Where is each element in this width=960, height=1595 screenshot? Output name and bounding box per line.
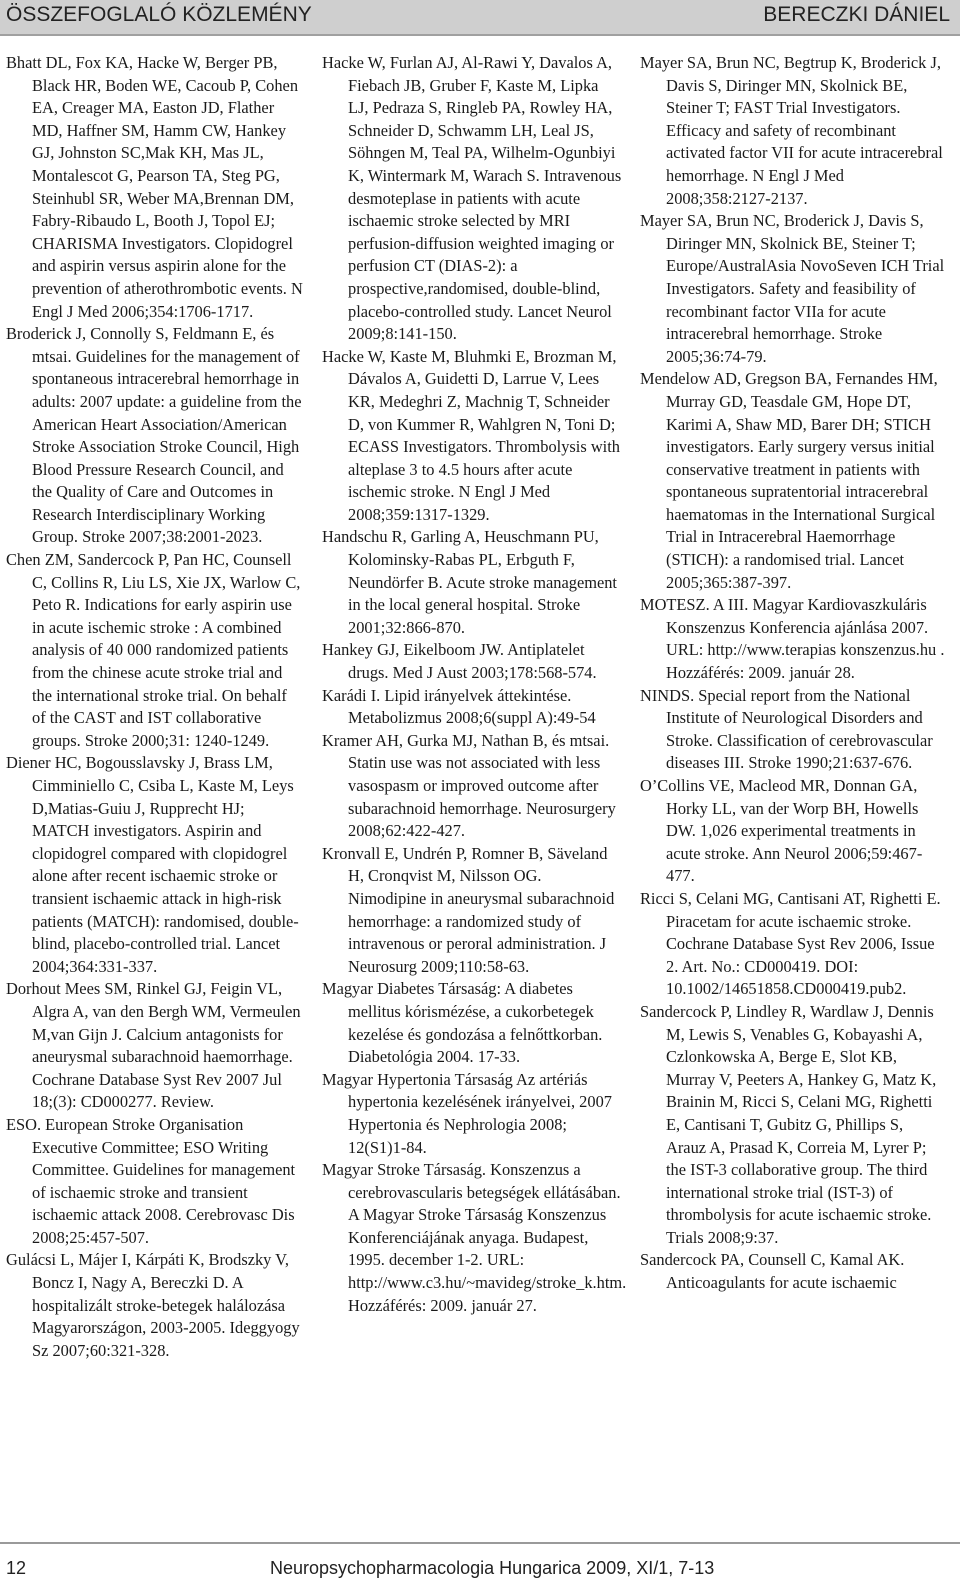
reference-item: Diener HC, Bogousslavsky J, Brass LM, Cimminiello C, Csiba L, Kaste M, Leys D,Matias-Guiu J, Rupprecht HJ; MATCH investigators. Aspirin and clopidogrel compared with clopidogrel alone after recent ischaemic stroke or transient ischaemic attack in high-risk patients (MATCH): randomised, double-blind, placebo-controlled trial. Lancet 2004;364:331-337. (6, 753, 299, 976)
reference-item: Dorhout Mees SM, Rinkel GJ, Feigin VL, Algra A, van den Bergh WM, Vermeulen M,van Gijn J. Calcium antagonists for aneurysmal subarachnoid haemorrhage. Cochrane Database Syst Rev 2007 Jul 18;(3): CD000277. Review. (6, 979, 301, 1112)
section-title: ÖSSZEFOGLALÓ KÖZLEMÉNY (6, 3, 312, 26)
reference-item: MOTESZ. A III. Magyar Kardiovaszkuláris Konszenzus Konferencia ajánlása 2007. URL: http://www.terapias konszenzus.hu . Hozzáférés: 2009. január 28. (640, 595, 945, 683)
reference-item: Hacke W, Kaste M, Bluhmki E, Brozman M, Dávalos A, Guidetti D, Larrue V, Lees KR, Medeghri Z, Machnig T, Schneider D, von Kummer R, Wahlgren N, Toni D; ECASS Investigators. Thrombolysis with alteplase 3 to 4.5 hours after acute ischemic stroke. N Engl J Med 2008;359:1317-1329. (322, 346, 620, 524)
reference-item: Bhatt DL, Fox KA, Hacke W, Berger PB, Black HR, Boden WE, Cacoub P, Cohen EA, Creager MA, Easton JD, Flather MD, Haffner SM, Hamm CW, Hankey GJ, Johnston SC,Mak KH, Mas JL, Montalescot G, Pearson TA, Steg PG, Steinhubl SR, Weber MA,Brennan DM, Fabry-Ribaudo L, Booth J, Topol EJ; CHARISMA Investigators. Clopidogrel and aspirin versus aspirin alone for the prevention of atherothrombotic events. N Engl J Med 2006;354:1706-1717. (6, 53, 303, 321)
reference-item: Chen ZM, Sandercock P, Pan HC, Counsell C, Collins R, Liu LS, Xie JX, Warlow C, Peto R. Indications for early aspirin use in acute ischemic stroke : A combined analysis of 40 000 randomized patients from the chinese acute stroke trial and the international stroke trial. On behalf of the CAST and IST collaborative groups. Stroke 2000;31: 1240-1249. (6, 550, 301, 750)
reference-item: Handschu R, Garling A, Heuschmann PU, Kolominsky-Rabas PL, Erbguth F, Neundörfer B. Acute stroke management in the local general hospital. Stroke 2001;32:866-870. (322, 527, 617, 637)
reference-column-2 (322, 52, 627, 1317)
reference-item: Ricci S, Celani MG, Cantisani AT, Righetti E. Piracetam for acute ischaemic stroke. Cochrane Database Syst Rev 2006, Issue 2. Art. No.: CD000419. DOI: 10.1002/14651858.CD000419.pub2. (640, 888, 941, 999)
reference-column-1 (6, 52, 304, 1362)
reference-item: Sandercock PA, Counsell C, Kamal AK. Anticoagulants for acute ischaemic (640, 1250, 905, 1293)
reference-item: Karádi I. Lipid irányelvek áttekintése. Metabolizmus 2008;6(suppl A):49-54 (322, 685, 596, 728)
reference-item: Magyar Hypertonia Társaság Az artériás hypertonia kezelésének irányelvei, 2007 Hypertonia és Nephrologia 2008; 12(S1)1-84. (322, 1069, 612, 1157)
page-header (0, 0, 960, 36)
page-number: 12 (6, 1558, 27, 1578)
reference-item: Hankey GJ, Eikelboom JW. Antiplatelet drugs. Med J Aust 2003;178:568-574. (322, 640, 597, 683)
reference-item: Magyar Stroke Társaság. Konszenzus a cerebrovascularis betegségek ellátásában. A Magyar Stroke Társaság Konszenzus Konferenciájának anyaga. Budapest, 1995. december 1-2. URL: http://www.c3.hu/~mavideg/stroke_k.htm. Hozzáférés: 2009. január 27. (322, 1160, 627, 1315)
reference-item: Broderick J, Connolly S, Feldmann E, és mtsai. Guidelines for the management of spontaneous intracerebral hemorrhage in adults: 2007 update: a guideline from the American Heart Association/American Stroke Association Stroke Council, High Blood Pressure Research Council, and the Quality of Care and Outcomes in Research Interdisciplinary Working Group. Stroke 2007;38:2001-2023. (6, 324, 302, 547)
footer-divider (0, 1542, 960, 1544)
reference-item: Sandercock P, Lindley R, Wardlaw J, Dennis M, Lewis S, Venables G, Kobayashi A, Czlonkowska A, Berge E, Slot KB, Murray V, Peeters A, Hankey G, Matz K, Brainin M, Ricci S, Celani MG, Righetti E, Cantisani T, Gubitz G, Phillips S, Arauz A, Prasad K, Correia M, Lyrer P; the IST-3 collaborative group. The third international stroke trial (IST-3) of thrombolysis for acute ischaemic stroke. Trials 2008;9:37. (640, 1001, 937, 1247)
reference-item: Kronvall E, Undrén P, Romner B, Säveland H, Cronqvist M, Nilsson OG. Nimodipine in aneurysmal subarachnoid hemorrhage: a randomized study of intravenous or peroral administration. J Neurosurg 2009;110:58-63. (322, 843, 615, 976)
reference-item: NINDS. Special report from the National Institute of Neurological Disorders and Stroke. Classification of cerebrovascular diseases III. Stroke 1990;21:637-676. (640, 685, 933, 773)
reference-item: Magyar Diabetes Társaság: A diabetes mellitus kórismézése, a cukorbetegek kezelése és gondozása a felnőttkorban. Diabetológia 2004. 17-33. (322, 979, 603, 1067)
page-footer (0, 1548, 960, 1588)
reference-item: Hacke W, Furlan AJ, Al-Rawi Y, Davalos A, Fiebach JB, Gruber F, Kaste M, Lipka LJ, Pedraza S, Ringleb PA, Rowley HA, Schneider D, Schwamm LH, Leal JS, Söhngen M, Teal PA, Wilhelm-Ogunbiyi K, Wintermark M, Warach S. Intravenous desmoteplase in patients with acute ischaemic stroke selected by MRI perfusion-diffusion weighted imaging or perfusion CT (DIAS-2): a prospective,randomised, double-blind, placebo-controlled study. Lancet Neurol 2009;8:141-150. (322, 53, 622, 344)
reference-item: Mayer SA, Brun NC, Broderick J, Davis S, Diringer MN, Skolnick BE, Steiner T; Europe/AustralAsia NovoSeven ICH Trial Investigators. Safety and feasibility of recombinant factor VIIa for acute intracerebral hemorrhage. Stroke 2005;36:74-79. (640, 211, 945, 366)
reference-item: Kramer AH, Gurka MJ, Nathan B, és mtsai. Statin use was not associated with less vasospasm or improved outcome after subarachnoid hemorrhage. Neurosurgery 2008;62:422-427. (322, 730, 616, 841)
reference-item: Mendelow AD, Gregson BA, Fernandes HM, Murray GD, Teasdale GM, Hope DT, Karimi A, Shaw MD, Barer DH; STICH investigators. Early surgery versus initial conservative treatment in patients with spontaneous supratentorial intracerebral haematomas in the International Surgical Trial in Intracerebral Haemorrhage (STICH): a randomised trial. Lancet 2005;365:387-397. (640, 369, 938, 592)
reference-item: Mayer SA, Brun NC, Begtrup K, Broderick J, Davis S, Diringer MN, Skolnick BE, Steiner T; FAST Trial Investigators. Efficacy and safety of recombinant activated factor VII for acute intracerebral hemorrhage. N Engl J Med 2008;358:2127-2137. (640, 53, 943, 208)
author-name: BERECZKI DÁNIEL (763, 3, 950, 26)
reference-item: O’Collins VE, Macleod MR, Donnan GA, Horky LL, van der Worp BH, Howells DW. 1,026 experimental treatments in acute stroke. Ann Neurol 2006;59:467-477. (640, 776, 923, 886)
reference-item: ESO. European Stroke Organisation Executive Committee; ESO Writing Committee. Guidelines for management of ischaemic stroke and transient ischaemic attack 2008. Cerebrovasc Dis 2008;25:457-507. (6, 1114, 296, 1247)
reference-column-3 (640, 52, 946, 1295)
journal-citation: Neuropsychopharmacologia Hungarica 2009, XI/1, 7-13 (270, 1558, 715, 1578)
reference-item: Gulácsi L, Májer I, Kárpáti K, Brodszky V, Boncz I, Nagy A, Bereczki D. A hospitalizált stroke-betegek halálozása Magyarországon, 2003-2005. Ideggyogy Sz 2007;60:321-328. (6, 1250, 300, 1360)
